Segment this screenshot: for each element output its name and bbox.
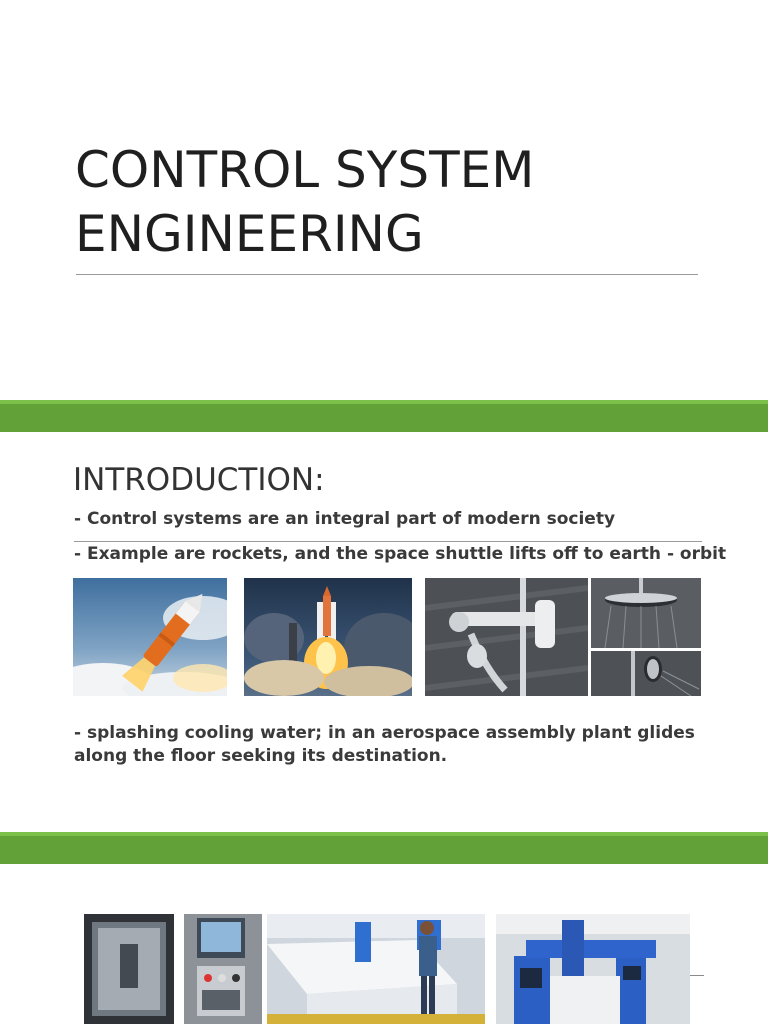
- laser-cutting-machine-image: [267, 914, 485, 1024]
- cnc-machine-image: [84, 914, 262, 1024]
- slide-divider-bar: [0, 832, 768, 864]
- intro-heading: INTRODUCTION:: [73, 462, 325, 498]
- gantry-machine-image: [496, 914, 690, 1024]
- title-divider-line: [76, 274, 698, 275]
- handheld-shower-image: [591, 651, 701, 696]
- space-shuttle-liftoff-image: [244, 578, 412, 696]
- bullet-text-2: - Example are rockets, and the space shuttle lifts off to earth - orbit: [74, 544, 727, 564]
- slide-title: [75, 138, 715, 266]
- rocket-launch-image: [73, 578, 227, 696]
- faucet-image: [425, 578, 588, 696]
- bullet-text-1: - Control systems are an integral part of modern society: [74, 509, 616, 529]
- intro-divider-line: [74, 541, 702, 542]
- bullet-text-3: - splashing cooling water; in an aerospace assembly plant glides along the floor seeking its destination.: [74, 723, 695, 766]
- slide-divider-bar: [0, 400, 768, 432]
- slide3-rule-fragment: [690, 975, 704, 976]
- title-line-1: CONTROL SYSTEM: [75, 141, 535, 199]
- shower-head-image: [591, 578, 701, 648]
- title-line-2: ENGINEERING: [75, 205, 424, 263]
